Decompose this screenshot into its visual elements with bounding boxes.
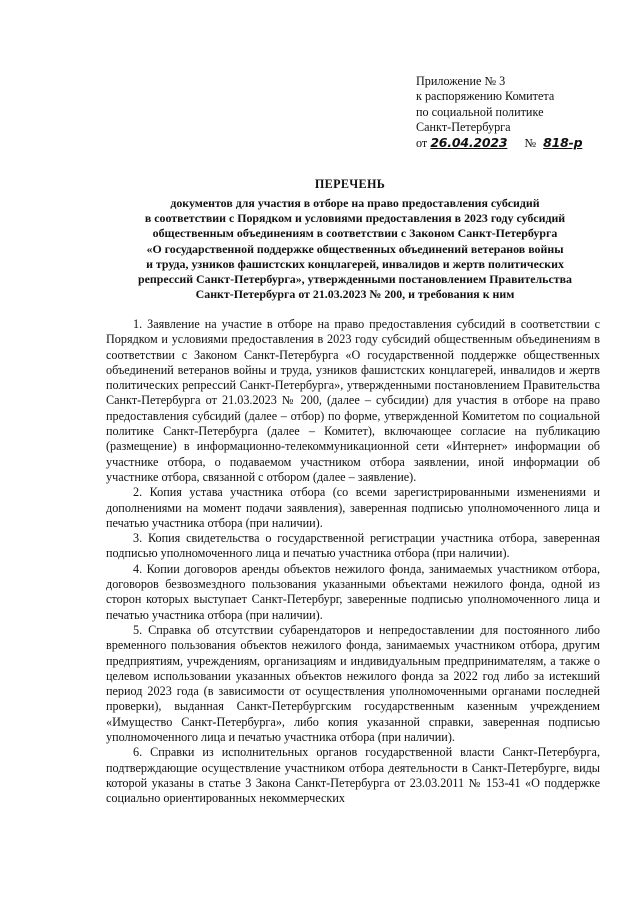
list-item-5: 5. Справка об отсутствии субарендаторов и непредоставлении для постоянного либо временного пользования объектов нежилого фонда, занимаемых участником отбора, другим предприятиям, учреждениям, организациям и индивидуальным предпринимателям, а также о целевом использовании указанных объектов нежилого фонда за 2022 год либо за истекший период 2023 года (в зависимости от осуществления уполномоченными органами последней проверки), выданная Санкт-Петербургским государственным казенным учреждением «Имущество Санкт-Петербурга», либо копия указанной справки, заверенная подписью уполномоченного лица и печатью участника отбора (при наличии).: [106, 622, 600, 745]
document-body: [106, 317, 600, 807]
list-item-2: 2. Копия устава участника отбора (со всеми зарегистрированными изменениями и дополнениями на момент подачи заявления), заверенная подписью уполномоченного лица и печатью участника отбора (при наличии).: [106, 485, 600, 530]
number-prefix: №: [524, 136, 537, 151]
date-prefix: от: [416, 136, 428, 151]
appendix-date-line: [416, 135, 616, 151]
appendix-line-2: к распоряжению Комитета: [416, 89, 555, 104]
list-item-4: 4. Копии договоров аренды объектов нежилого фонда, занимаемых участником отбора, договоров безвозмездного пользования указанными объектами нежилого фонда, одной из сторон которых выступает Санкт-Петербург, заверенные подписью уполномоченного лица и печатью участника отбора (при наличии).: [106, 561, 600, 622]
list-item-3: 3. Копия свидетельства о государственной регистрации участника отбора, заверенная подписью уполномоченного лица и печатью участника отбора (при наличии).: [106, 531, 600, 561]
subtitle-line: «О государственной поддержке общественных объединений ветеранов войны: [146, 241, 564, 256]
list-item-6: 6. Справки из исполнительных органов государственной власти Санкт-Петербурга, подтверждающие осуществление участником отбора деятельности в Санкт-Петербурге, виды которой указаны в статье 3 Закона Санкт-Петербурга от 23.03.2011 № 153-41 «О поддержке социально ориентированных некоммерческих: [106, 745, 600, 806]
document-title: ПЕРЕЧЕНЬ: [314, 177, 386, 191]
subtitle-line: общественным объединениям в соответствии с Законом Санкт-Петербурга: [152, 226, 558, 241]
subtitle-line: репрессий Санкт-Петербурга», утвержденными постановлением Правительства: [138, 272, 572, 287]
appendix-line-1: Приложение № 3: [416, 74, 506, 88]
appendix-header: [416, 74, 616, 151]
appendix-line-3: по социальной политике: [416, 104, 544, 119]
subtitle-line: в соответствии с Порядком и условиями предоставления в 2023 году субсидий: [144, 211, 566, 226]
document-subtitle: [108, 196, 602, 302]
subtitle-line: документов для участия в отборе на право предоставления субсидий: [170, 196, 540, 210]
date-value: 26.04.2023: [430, 135, 508, 151]
number-value: 818-р: [543, 135, 583, 151]
list-item-1: 1. Заявление на участие в отборе на право предоставления субсидий в соответствии с Порядком и условиями предоставления в 2023 году субсидий общественным объединениям в соответствии с Законом Санкт-Петербурга «О государственной поддержке общественных объединений ветеранов войны и труда, узников фашистских концлагерей, инвалидов и жертв политических репрессий Санкт-Петербурга», утвержденными постановлением Правительства Санкт-Петербурга от 21.03.2023 № 200, (далее – субсидии) для участия в отборе на право предоставления субсидий (далее – отбор) по форме, утвержденной Комитетом по социальной политике Санкт-Петербурга (далее – Комитет), включающее согласие на публикацию (размещение) в информационно-телекоммуникационной сети «Интернет» информации об участнике отбора, о подаваемом участником отбора заявлении, иной информации об участнике отбора, связанной с отбором (далее – заявление).: [106, 317, 600, 484]
appendix-line-4: Санкт-Петербурга: [416, 119, 511, 134]
subtitle-line: и труда, узников фашистских концлагерей, инвалидов и жертв политических: [146, 256, 564, 271]
subtitle-line: Санкт-Петербурга от 21.03.2023 № 200, и требования к ним: [195, 287, 515, 302]
